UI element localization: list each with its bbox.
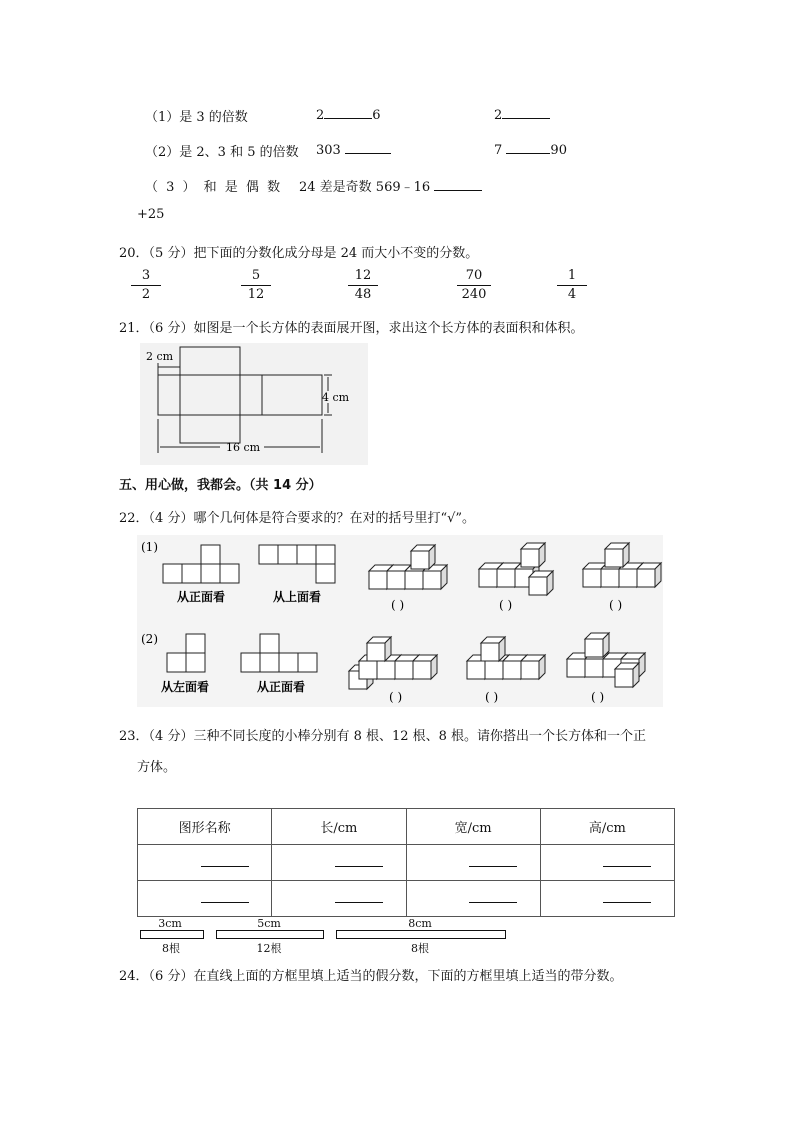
fraction-numerator: 5 bbox=[251, 268, 261, 283]
table-cell[interactable] bbox=[406, 845, 540, 881]
fraction-bar bbox=[348, 285, 378, 286]
answer-paren[interactable]: ( ) bbox=[391, 598, 405, 612]
answer-table bbox=[137, 808, 675, 917]
table-header-row bbox=[138, 809, 675, 845]
q19-row1-b-prefix: 2 bbox=[494, 108, 503, 123]
group-number: (2) bbox=[141, 632, 158, 646]
view-label: 从正面看 bbox=[257, 680, 306, 694]
fraction-bar bbox=[241, 285, 271, 286]
answer-blank[interactable] bbox=[502, 106, 550, 119]
stick-bar bbox=[216, 930, 324, 939]
fraction-denominator: 2 bbox=[141, 287, 151, 302]
table-header: 高/cm bbox=[540, 809, 674, 845]
q19-row2-b-prefix: 7 bbox=[494, 143, 503, 158]
q20-title: 20．（5 分）把下面的分数化成分母是 24 而大小不变的分数。 bbox=[119, 246, 479, 261]
q19-row2-b-suffix: 90 bbox=[550, 143, 567, 158]
table-header: 宽/cm bbox=[406, 809, 540, 845]
table-header: 长/cm bbox=[272, 809, 406, 845]
table-cell[interactable] bbox=[138, 845, 272, 881]
table-cell[interactable] bbox=[540, 845, 674, 881]
fraction-denominator: 12 bbox=[247, 287, 265, 302]
fraction bbox=[131, 268, 161, 303]
q19-row3-cont: +25 bbox=[137, 207, 165, 222]
fraction-numerator: 12 bbox=[354, 268, 372, 283]
q24-title: 24．（6 分）在直线上面的方框里填上适当的假分数，下面的方框里填上适当的带分数。 bbox=[119, 969, 623, 984]
view-label: 从正面看 bbox=[177, 590, 226, 604]
answer-blank[interactable] bbox=[469, 854, 517, 867]
table-cell[interactable] bbox=[272, 845, 406, 881]
q19-row1-label: （1）是 3 的倍数 bbox=[145, 110, 248, 125]
answer-blank[interactable] bbox=[506, 141, 550, 154]
length-label: 16 cm bbox=[226, 441, 261, 454]
fraction-denominator: 4 bbox=[567, 287, 577, 302]
fraction-bar bbox=[131, 285, 161, 286]
q19-row1-a bbox=[316, 106, 381, 123]
view-label: 从左面看 bbox=[161, 680, 210, 694]
fraction-bar bbox=[557, 285, 587, 286]
fraction-bar bbox=[457, 285, 491, 286]
q19-row3-expr bbox=[299, 176, 482, 195]
q19-row2-a-prefix: 303 bbox=[316, 143, 341, 158]
answer-blank[interactable] bbox=[345, 141, 391, 154]
answer-paren[interactable]: ( ) bbox=[485, 690, 499, 704]
q19-row1-a-suffix: 6 bbox=[372, 108, 381, 123]
stick-length-label: 3cm bbox=[158, 917, 182, 930]
q19-row2-b bbox=[494, 141, 567, 158]
table-cell[interactable] bbox=[138, 881, 272, 917]
answer-blank[interactable] bbox=[335, 890, 383, 903]
q19-row2-label: （2）是 2、3 和 5 的倍数 bbox=[145, 145, 299, 160]
q22-title: 22．（4 分）哪个几何体是符合要求的？在对的括号里打“√”。 bbox=[119, 511, 476, 526]
stick-bar bbox=[336, 930, 506, 939]
q19-row2-a bbox=[316, 141, 391, 158]
stick-length-label: 5cm bbox=[257, 917, 281, 930]
table-cell[interactable] bbox=[272, 881, 406, 917]
section-title: 五、用心做，我都会。（共 14 分） bbox=[119, 478, 322, 493]
stick-bar bbox=[140, 930, 204, 939]
answer-blank[interactable] bbox=[324, 106, 372, 119]
fraction-numerator: 70 bbox=[465, 268, 483, 283]
fraction bbox=[348, 268, 378, 303]
answer-blank[interactable] bbox=[603, 854, 651, 867]
width-label: 2 cm bbox=[146, 350, 174, 363]
table-row bbox=[138, 881, 675, 917]
answer-blank[interactable] bbox=[469, 890, 517, 903]
stick-count-label: 8根 bbox=[162, 942, 180, 955]
fraction bbox=[557, 268, 587, 303]
answer-paren[interactable]: ( ) bbox=[389, 690, 403, 704]
q19-row1-b bbox=[494, 106, 550, 123]
fraction-denominator: 240 bbox=[461, 287, 487, 302]
fraction bbox=[457, 268, 491, 303]
fraction-denominator: 48 bbox=[354, 287, 372, 302]
q19-row3-label: （ 3 ） 和 是 偶 数 bbox=[145, 180, 281, 195]
table-cell[interactable] bbox=[406, 881, 540, 917]
table-header: 图形名称 bbox=[138, 809, 272, 845]
q23-title: 23．（4 分）三种不同长度的小棒分别有 8 根、12 根、8 根。请你搭出一个长方体和一个正 bbox=[119, 729, 647, 744]
cuboid-net-figure bbox=[140, 343, 368, 465]
table-cell[interactable] bbox=[540, 881, 674, 917]
group-number: (1) bbox=[141, 540, 158, 554]
answer-blank[interactable] bbox=[201, 890, 249, 903]
q19-row3-text: 24 差是奇数 569﹣16 bbox=[299, 180, 431, 195]
view-label: 从上面看 bbox=[273, 590, 322, 604]
answer-blank[interactable] bbox=[434, 178, 482, 191]
height-label: 4 cm bbox=[322, 391, 350, 404]
answer-blank[interactable] bbox=[603, 890, 651, 903]
stick-count-label: 12根 bbox=[256, 942, 282, 955]
answer-blank[interactable] bbox=[201, 854, 249, 867]
answer-paren[interactable]: ( ) bbox=[591, 690, 605, 704]
fraction-numerator: 3 bbox=[141, 268, 151, 283]
q19-row1-a-prefix: 2 bbox=[316, 108, 325, 123]
stick-count-label: 8根 bbox=[411, 942, 429, 955]
answer-paren[interactable]: ( ) bbox=[499, 598, 513, 612]
q21-title: 21．（6 分）如图是一个长方体的表面展开图，求出这个长方体的表面积和体积。 bbox=[119, 321, 584, 336]
fraction bbox=[241, 268, 271, 303]
answer-paren[interactable]: ( ) bbox=[609, 598, 623, 612]
solid-views-figure bbox=[137, 535, 663, 707]
q23-title-cont: 方体。 bbox=[137, 760, 177, 775]
stick-length-label: 8cm bbox=[408, 917, 432, 930]
fraction-numerator: 1 bbox=[567, 268, 577, 283]
table-row bbox=[138, 845, 675, 881]
answer-blank[interactable] bbox=[335, 854, 383, 867]
